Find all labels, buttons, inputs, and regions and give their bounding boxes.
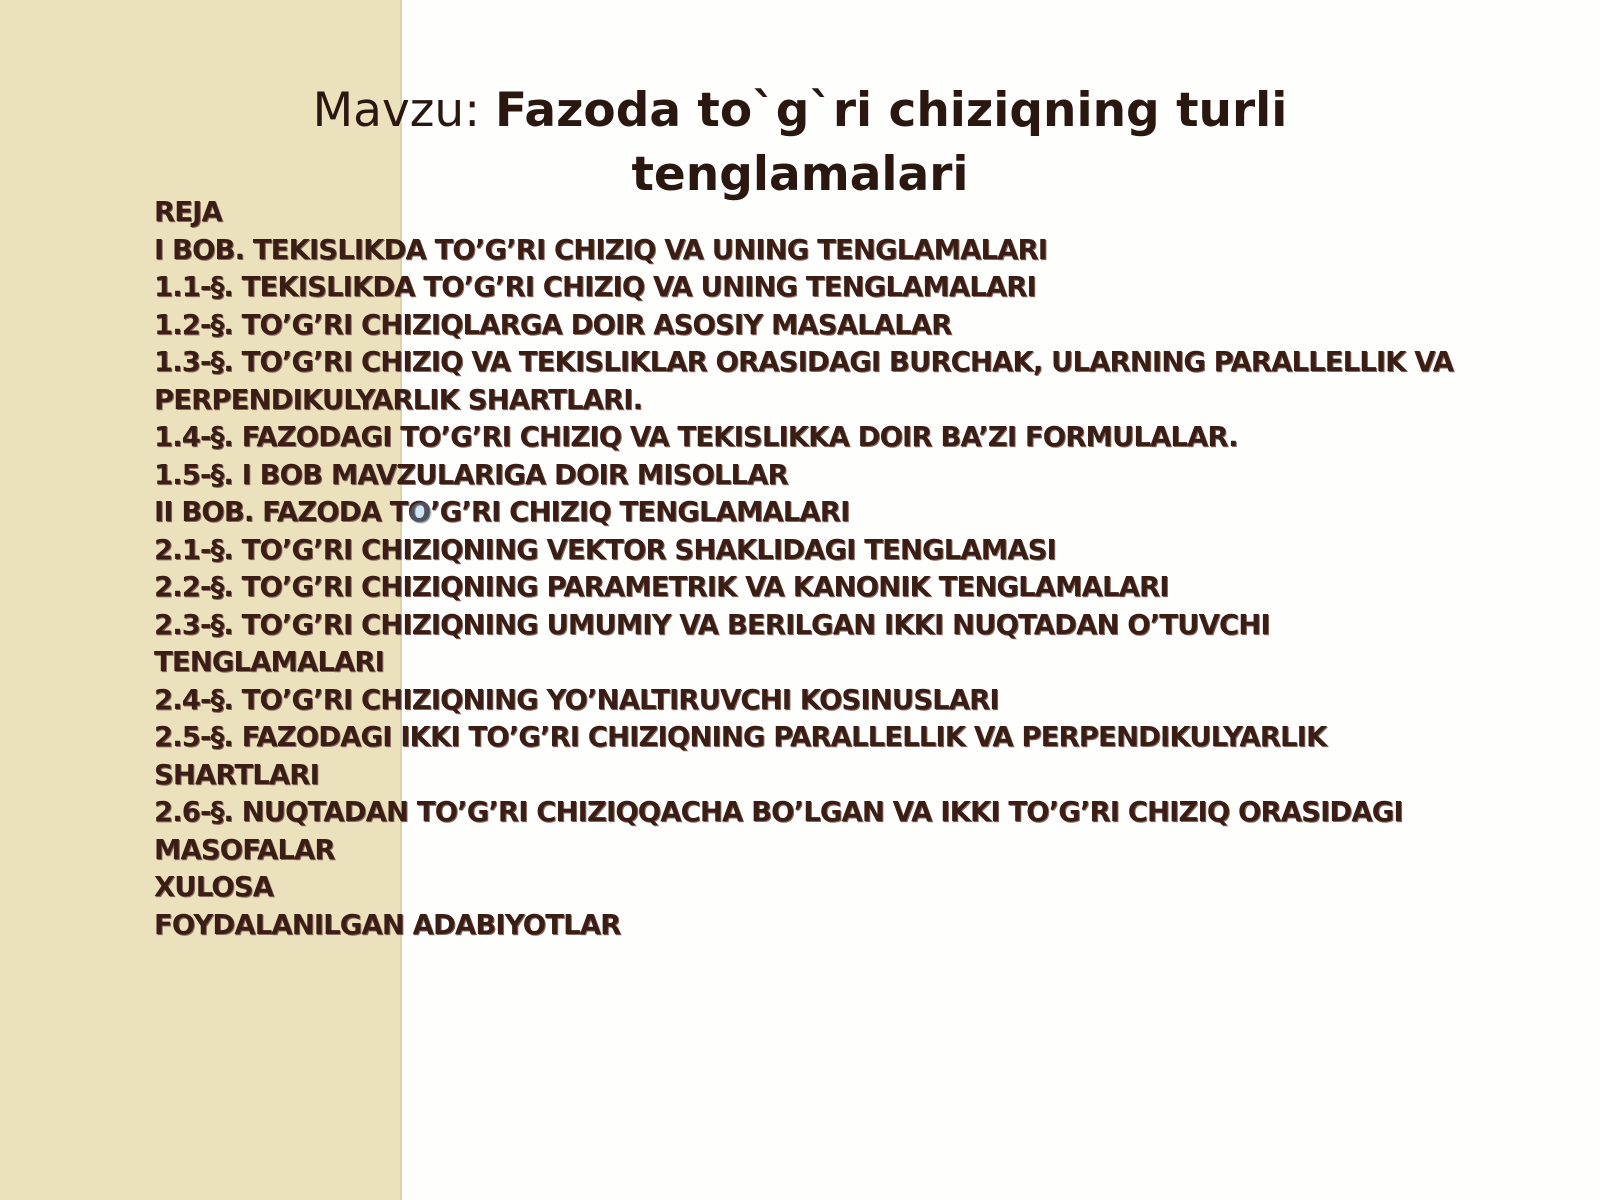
title-prefix: Mavzu:	[312, 83, 495, 138]
plan-outline	[154, 194, 1484, 944]
outline-item-2-5: 2.5-§. FAZODAGI IKKI TO’G’RI CHIZIQNING PARALLELLIK VA PERPENDIKULYARLIK SHARTLARI	[154, 721, 1327, 791]
outline-item-reja: REJA	[154, 196, 222, 228]
outline-item-chapter-2: II BOB. FAZODA TO’G’RI CHIZIQ TENGLAMALARI	[154, 496, 850, 528]
outline-item-1-4: 1.4-§. FAZODAGI TO’G’RI CHIZIQ VA TEKISLIKKA DOIR BA’ZI FORMULALAR.	[154, 421, 1238, 453]
outline-item-references: FOYDALANILGAN ADABIYOTLAR	[154, 908, 621, 941]
outline-item-2-1: 2.1-§. TO’G’RI CHIZIQNING VEKTOR SHAKLIDAGI TENGLAMASI	[154, 533, 1056, 566]
outline-item-2-3: 2.3-§. TO’G’RI CHIZIQNING UMUMIY VA BERILGAN IKKI NUQTADAN O’TUVCHI TENGLAMALARI	[154, 608, 1270, 678]
outline-item-2-4: 2.4-§. TO’G’RI CHIZIQNING YO’NALTIRUVCHI KOSINUSLARI	[154, 683, 999, 716]
outline-item-2-2: 2.2-§. TO’G’RI CHIZIQNING PARAMETRIK VA KANONIK TENGLAMALARI	[154, 571, 1169, 603]
outline-item-1-5: 1.5-§. I BOB MAVZULARIGA DOIR MISOLLAR	[154, 458, 788, 491]
outline-item-1-1: 1.1-§. TEKISLIKDA TO’G’RI CHIZIQ VA UNING TENGLAMALARI	[154, 271, 1036, 303]
outline-item-1-3: 1.3-§. TO’G’RI CHIZIQ VA TEKISLIKLAR ORASIDAGI BURCHAK, ULARNING PARALLELLIK VA PERPENDIKULYARLIK SHARTLARI.	[154, 346, 1454, 416]
pointer-indicator	[410, 502, 432, 524]
outline-item-1-2: 1.2-§. TO’G’RI CHIZIQLARGA DOIR ASOSIY MASALALAR	[154, 308, 952, 341]
title-main: Fazoda to`g`ri chiziqning turli tenglamalari	[495, 83, 1288, 202]
outline-item-2-6: 2.6-§. NUQTADAN TO’G’RI CHIZIQQACHA BO’LGAN VA IKKI TO’G’RI CHIZIQ ORASIDAGI MASOFALAR	[154, 796, 1403, 866]
outline-item-xulosa: XULOSA	[154, 871, 274, 903]
outline-item-chapter-1: I BOB. TEKISLIKDA TO’G’RI CHIZIQ VA UNING TENGLAMALARI	[154, 233, 1048, 266]
slide-title	[200, 84, 1400, 212]
